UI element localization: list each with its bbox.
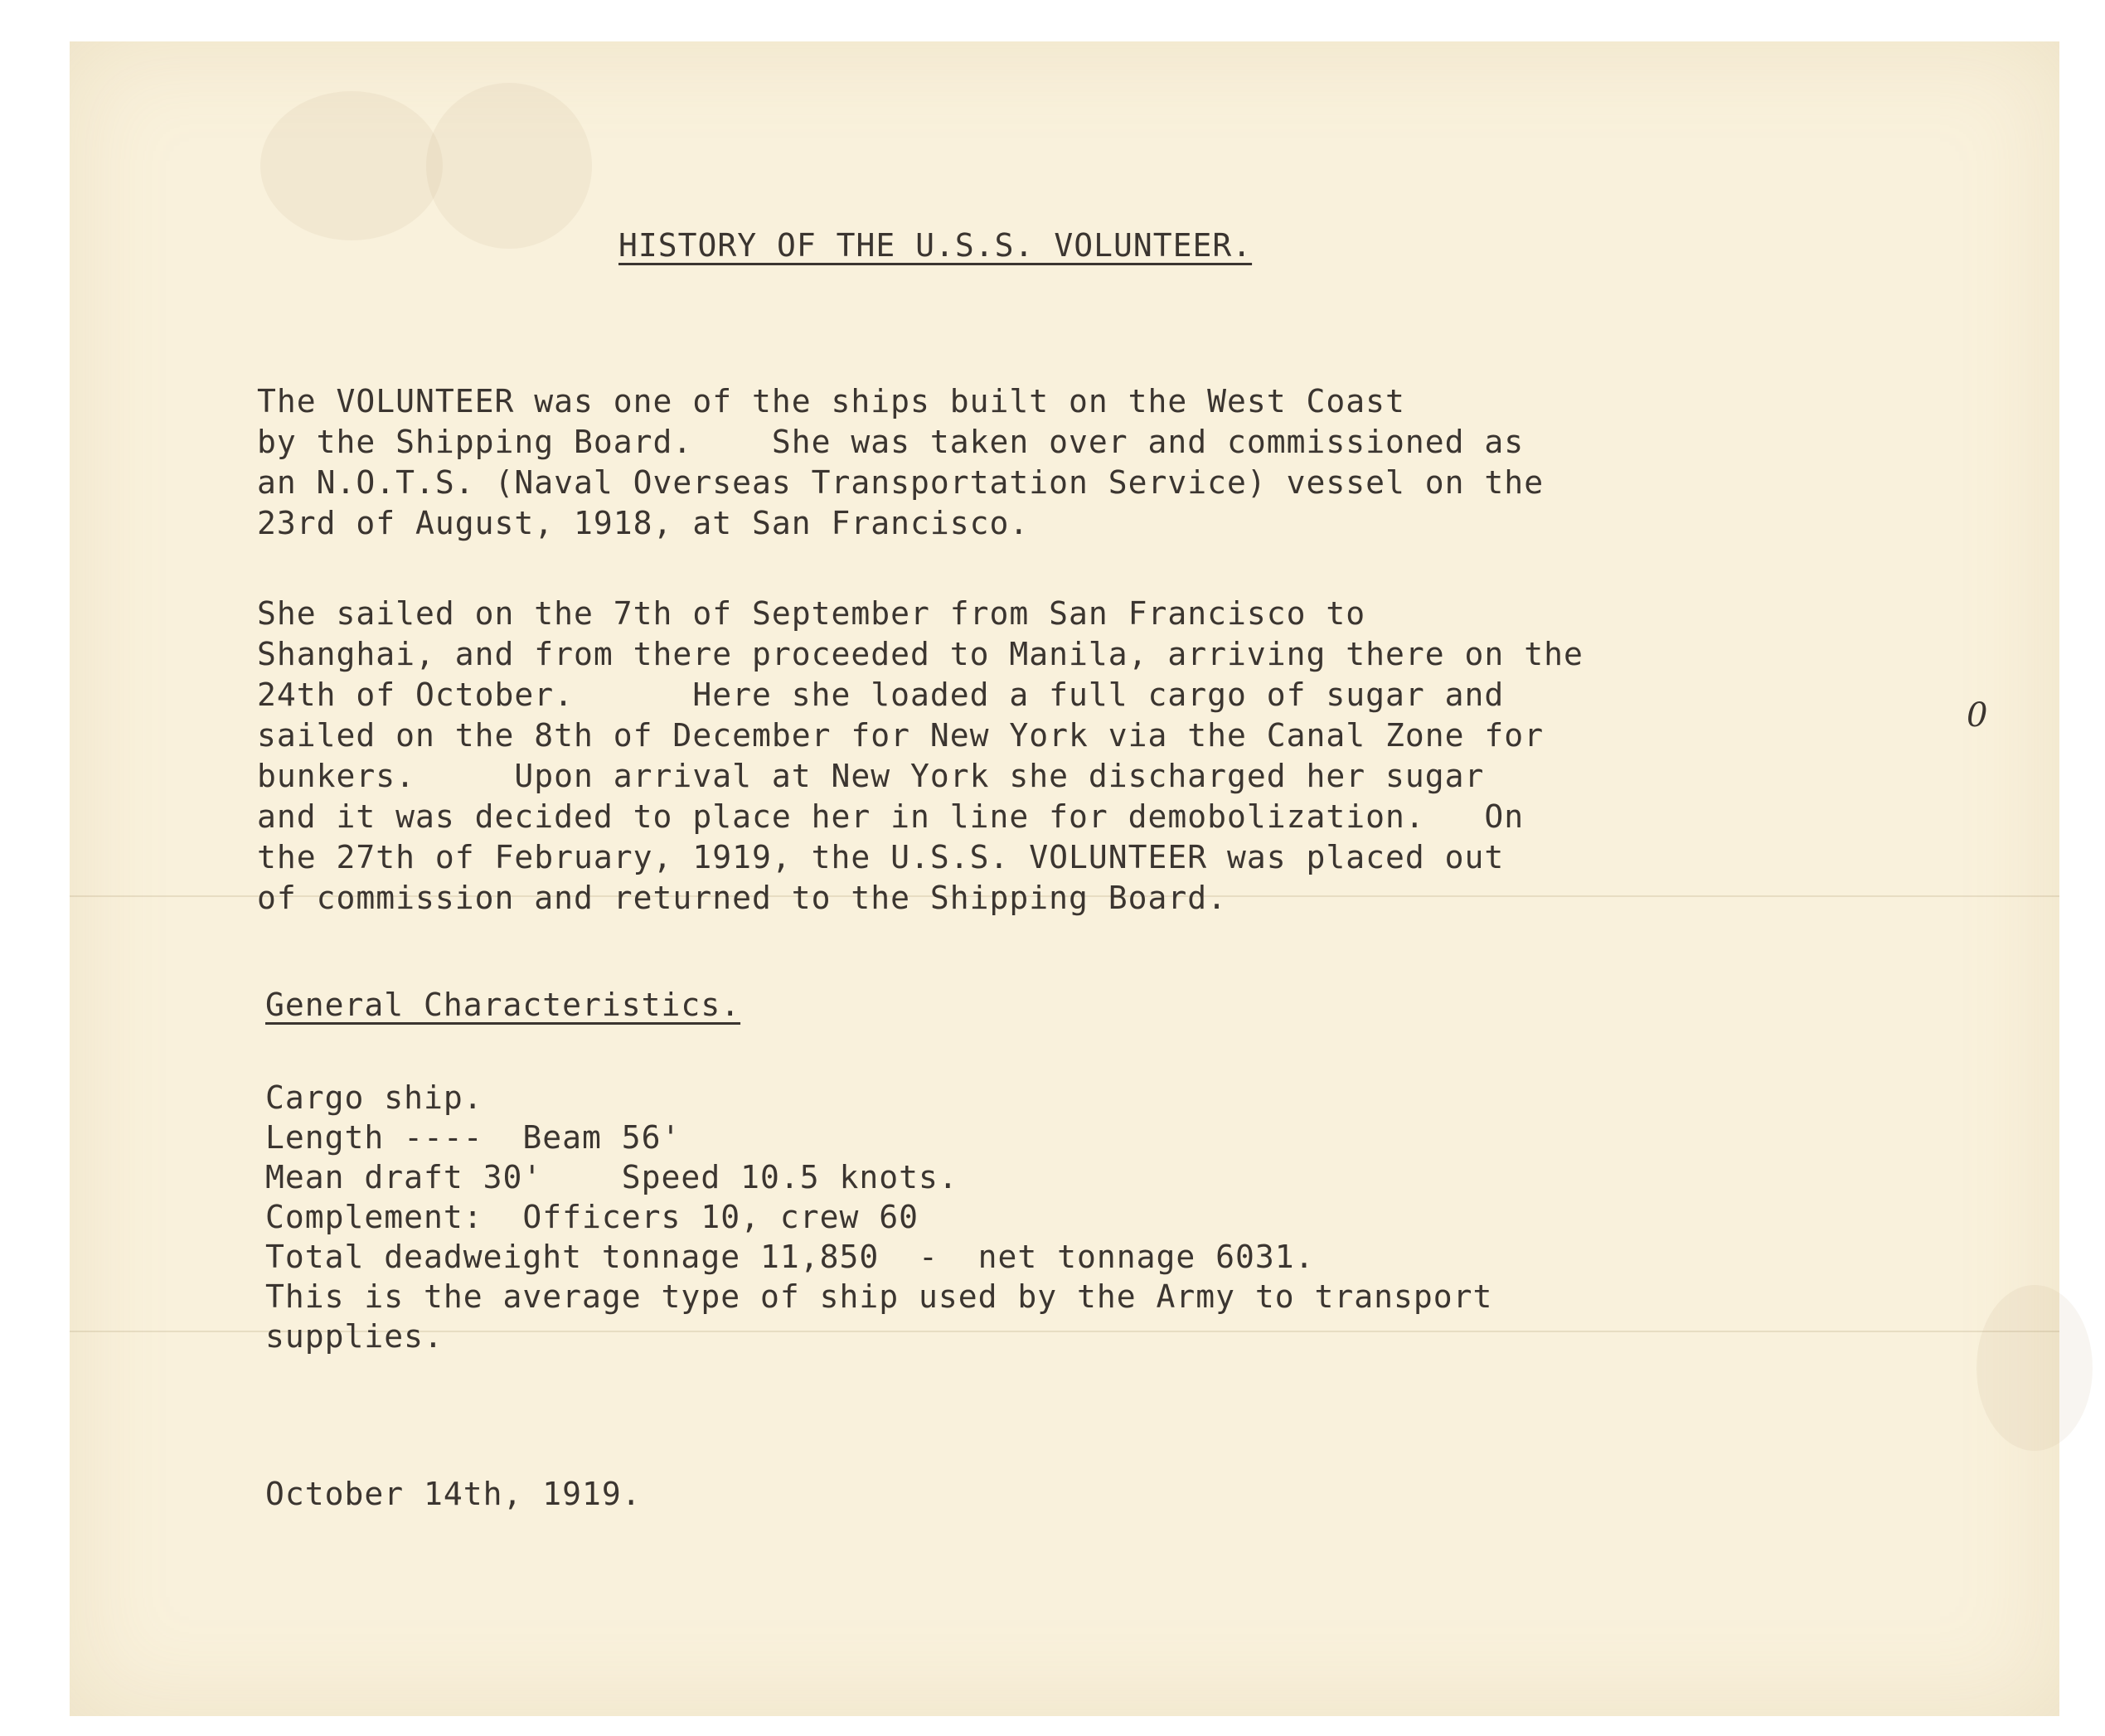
section-heading: General Characteristics.: [265, 987, 741, 1023]
characteristics-list: Cargo ship. Length ---- Beam 56' Mean draft 30' Speed 10.5 knots. Complement: Officers 10, crew 60 Total deadweight tonnage 11,850 - net tonnage 6031. This is the average type of ship used by the Army to transport supplies.: [265, 1079, 1493, 1355]
document-title: HISTORY OF THE U.S.S. VOLUNTEER.: [618, 227, 1253, 264]
paragraph-1: The VOLUNTEER was one of the ships built on the West Coast by the Shipping Board. She was taken over and commissioned as an N.O.T.S. (Naval Overseas Transportation Service) vessel on the 23rd of August, 1918, at San Francisco.: [257, 383, 1545, 541]
margin-mark: 0: [1967, 696, 1988, 735]
paragraph-2: She sailed on the 7th of September from San Francisco to Shanghai, and from there proceeded to Manila, arriving there on the 24th of October. Here she loaded a full cargo of sugar and sailed on the 8th of December for New York via the Canal Zone for bunkers. Upon arrival at New York she discharged her sugar and it was decided to place her in line for demobolization. On the 27th of February, 1919, the U.S.S. VOLUNTEER was placed out of commission and returned to the Shipping Board.: [257, 595, 1584, 916]
stain: [1976, 1285, 2093, 1451]
stain: [426, 83, 592, 249]
stain: [260, 91, 443, 240]
document-date: October 14th, 1919.: [265, 1476, 642, 1512]
